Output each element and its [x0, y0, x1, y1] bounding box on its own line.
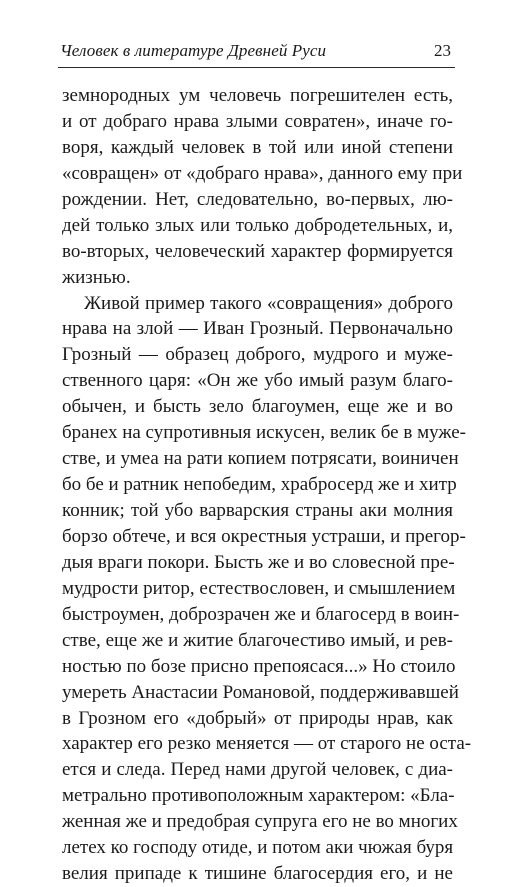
paragraph	[62, 291, 453, 887]
text-line: конник; той убо варварския страны аки молния	[62, 498, 453, 524]
text-line: быстроумен, доброзрачен же и благосерд в воин-	[62, 602, 453, 628]
text-line: борзо обтече, и вся окрестныя устраши, и прегор-	[62, 524, 453, 550]
text-line: умереть Анастасии Романовой, поддерживавшей	[62, 680, 453, 706]
text-line: воря, каждый человек в той или иной степени	[62, 135, 453, 161]
text-line: и от добраго нрава злыми совратен», иначе го-	[62, 109, 453, 135]
text-line: мудрости ритор, естествословен, и смышлением	[62, 576, 453, 602]
text-line: Живой пример такого «совращения» доброго	[62, 291, 453, 317]
text-line: «совращен» от «добраго нрава», данного ему при	[62, 161, 453, 187]
text-line: нрава на злой — Иван Грозный. Первоначально	[62, 316, 453, 342]
text-line: земнородных ум человечь погрешителен есть,	[62, 83, 453, 109]
text-line: ственного царя: «Он же убо имый разум благо-	[62, 368, 453, 394]
header-rule	[58, 67, 455, 68]
text-line: характер его резко меняется — от старого не оста-	[62, 731, 453, 757]
text-line: бо бе и ратник непобедим, храбросерд же и хитр	[62, 472, 453, 498]
text-line: Грозный — образец доброго, мудрого и муже-	[62, 342, 453, 368]
text-line: обычен, и бысть зело благоумен, еще же и во	[62, 394, 453, 420]
running-head	[60, 40, 453, 66]
text-line: метрально противоположным характером: «Бла-	[62, 783, 453, 809]
text-line: ется и следа. Перед нами другой человек, с диа-	[62, 757, 453, 783]
text-line: женная же и предобрая супруга его не во многих	[62, 809, 453, 835]
text-line: стве, и умеа на рати копием потрясати, воиничен	[62, 446, 453, 472]
text-line: ностью по бозе присно препоясася...» Но стоило	[62, 654, 453, 680]
text-line: во-вторых, человеческий характер формируется	[62, 239, 453, 265]
paragraph	[62, 83, 453, 291]
running-title: Человек в литературе Древней Руси	[60, 40, 326, 62]
text-line: рождении. Нет, следовательно, во-первых, лю-	[62, 187, 453, 213]
text-line: стве, еще же и житие благочестиво имый, и рев-	[62, 628, 453, 654]
body-text	[62, 83, 453, 887]
text-line: летех ко господу отиде, и потом аки чюжая буря	[62, 835, 453, 861]
text-line: жизнью.	[62, 265, 453, 291]
text-line: дей только злых или только добродетельных, и,	[62, 213, 453, 239]
text-line: в Грозном его «добрый» от природы нрав, как	[62, 706, 453, 732]
text-line: бранех на супротивныя искусен, велик бе в муже-	[62, 420, 453, 446]
text-line: велия припаде к тишине благосердия его, и не	[62, 861, 453, 887]
page-number: 23	[434, 40, 451, 62]
text-line: дыя враги покори. Бысть же и во словесной пре-	[62, 550, 453, 576]
